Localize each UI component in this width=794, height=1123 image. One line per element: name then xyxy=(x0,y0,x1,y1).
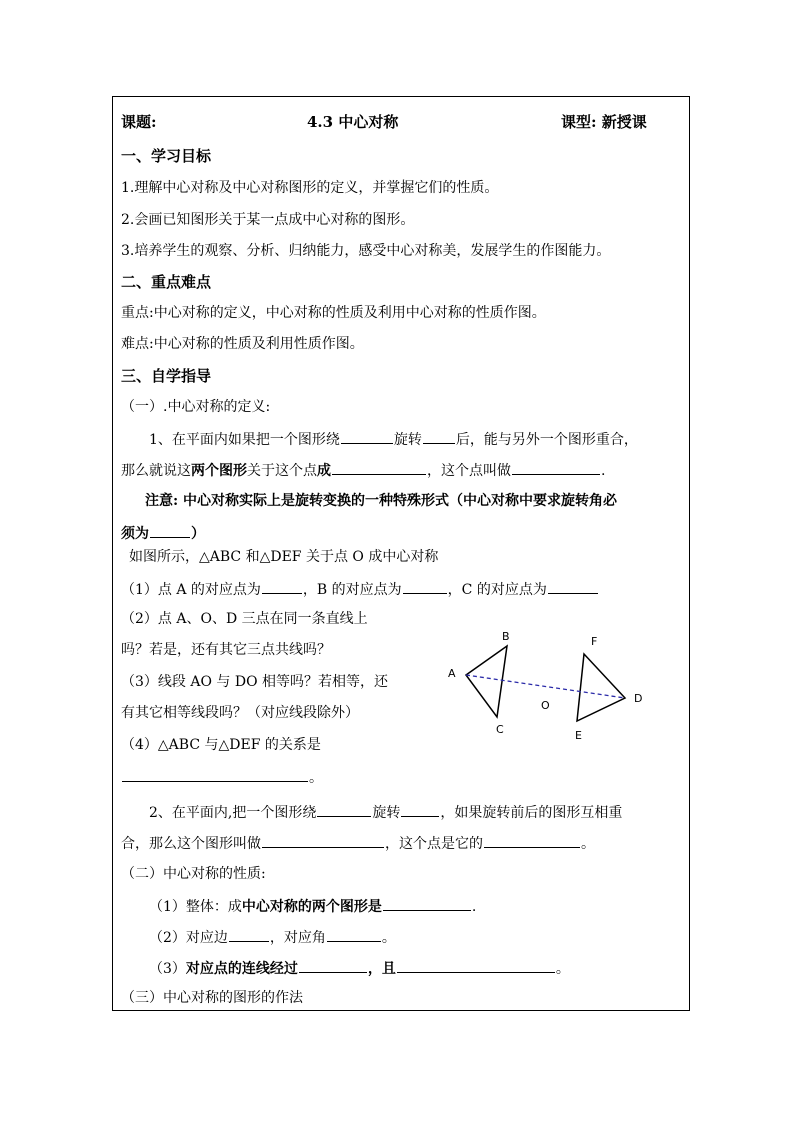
topic-label: 课题: xyxy=(121,113,157,131)
prompt-2-line-2: 吗？若是，还有其它三点共线吗？ xyxy=(121,642,331,658)
key-point-text: 重点:中心对称的定义，中心对称的性质及利用中心对称的性质作图。 xyxy=(121,305,546,321)
prompt-1: （1）点 A 的对应点为 ，B 的对应点为 ，C 的对应点为 xyxy=(121,579,599,599)
subsection-definition: （一）.中心对称的定义: xyxy=(121,399,271,415)
prompt-4: （4）△ABC 与△DEF 的关系是 xyxy=(121,737,321,753)
fill-blank[interactable] xyxy=(150,523,190,538)
label-f: F xyxy=(591,635,598,648)
fill-blank[interactable] xyxy=(122,767,308,782)
fill-blank[interactable] xyxy=(327,927,381,942)
property-1: （1）整体：成中心对称的两个图形是 . xyxy=(149,896,476,916)
objective-item-1: 1.理解中心对称及中心对称图形的定义，并掌握它们的性质。 xyxy=(121,180,499,196)
subsection-construction: （三）中心对称的图形的作法 xyxy=(121,990,303,1006)
symmetry-figure xyxy=(441,627,651,747)
triangle-def xyxy=(577,654,625,721)
fill-blank[interactable] xyxy=(262,833,384,848)
fill-blank[interactable] xyxy=(383,896,471,911)
difficult-point-text: 难点:中心对称的性质及利用性质作图。 xyxy=(121,336,364,352)
fill-blank[interactable] xyxy=(229,927,269,942)
fill-blank[interactable] xyxy=(299,958,367,973)
label-a: A xyxy=(448,667,456,680)
prompt-3-line-2: 有其它相等线段吗？（对应线段除外） xyxy=(121,705,359,721)
label-c: C xyxy=(496,723,504,736)
prompt-4-answer-line: 。 xyxy=(121,767,323,787)
section-heading-objectives: 一、学习目标 xyxy=(121,147,212,165)
label-e: E xyxy=(575,729,582,742)
page-title: 4.3 中心对称 xyxy=(307,113,399,131)
lesson-type-label: 课型: 新授课 xyxy=(561,113,647,131)
label-o: O xyxy=(541,699,550,712)
question-2-line-1: 2、在平面内,把一个图形绕 旋转 ，如果旋转前后的图形互相重 xyxy=(149,802,622,822)
question-1-line-2: 那么就说这两个图形关于这个点成 ，这个点叫做 . xyxy=(121,460,605,480)
objective-item-3: 3.培养学生的观察、分析、归纳能力，感受中心对称美，发展学生的作图能力。 xyxy=(121,243,611,259)
lesson-sheet xyxy=(112,96,690,1011)
fill-blank[interactable] xyxy=(332,460,426,475)
label-b: B xyxy=(502,630,510,643)
label-d: D xyxy=(634,692,643,705)
section-heading-key-points: 二、重点难点 xyxy=(121,273,212,291)
fill-blank[interactable] xyxy=(512,460,600,475)
fill-blank[interactable] xyxy=(403,579,447,594)
segment-ad xyxy=(466,675,625,698)
prompt-3-line-1: （3）线段 AO 与 DO 相等吗？若相等，还 xyxy=(121,674,388,690)
objective-item-2: 2.会画已知图形关于某一点成中心对称的图形。 xyxy=(121,212,415,228)
fill-blank[interactable] xyxy=(317,802,371,817)
prompt-2-line-1: （2）点 A、O、D 三点在同一条直线上 xyxy=(121,611,368,627)
fill-blank[interactable] xyxy=(484,833,580,848)
fill-blank[interactable] xyxy=(548,579,598,594)
note-line-1: 注意: 中心对称实际上是旋转变换的一种特殊形式（中心对称中要求旋转角必 xyxy=(145,493,618,509)
fill-blank[interactable] xyxy=(401,802,439,817)
fill-blank[interactable] xyxy=(262,579,302,594)
question-2-line-2: 合，那么这个图形叫做 ，这个点是它的 。 xyxy=(121,833,595,853)
subsection-properties: （二）中心对称的性质: xyxy=(121,866,266,882)
fill-blank[interactable] xyxy=(341,429,393,444)
triangle-abc xyxy=(466,646,507,717)
note-line-2: 须为 ） xyxy=(121,523,205,543)
section-heading-self-study: 三、自学指导 xyxy=(121,367,212,385)
fill-blank[interactable] xyxy=(423,429,455,444)
header-row xyxy=(121,111,681,131)
property-3: （3）对应点的连线经过 ，且 。 xyxy=(149,958,570,978)
property-2: （2）对应边 ，对应角 。 xyxy=(149,927,396,947)
figure-intro: 如图所示，△ABC 和△DEF 关于点 O 成中心对称 xyxy=(129,549,439,565)
question-1-line-1: 1、在平面内如果把一个图形绕 旋转 后，能与另外一个图形重合， xyxy=(149,429,638,449)
fill-blank[interactable] xyxy=(397,958,555,973)
